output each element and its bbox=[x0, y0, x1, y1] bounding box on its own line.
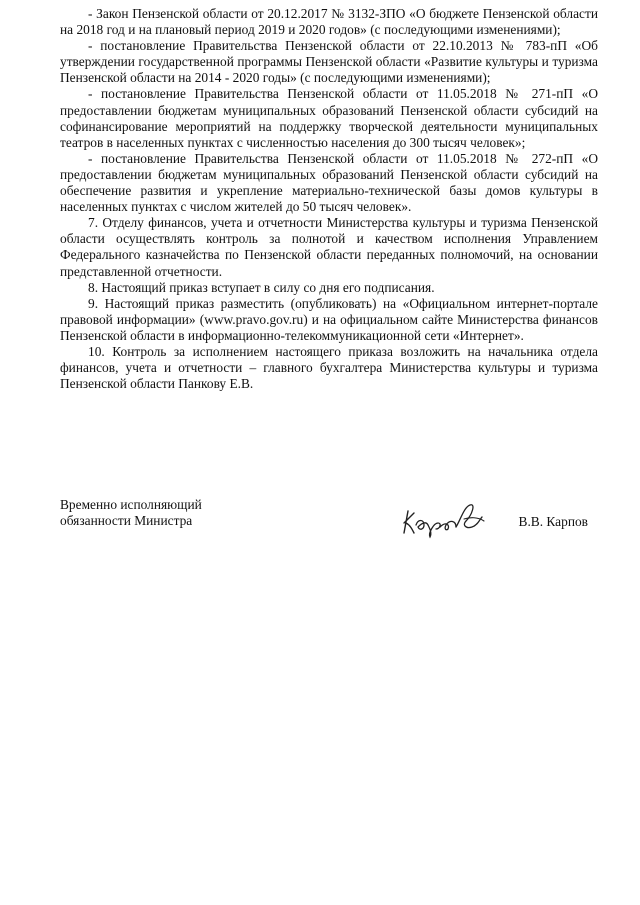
paragraph-item-9: 9. Настоящий приказ разместить (опубликовать) на «Официальном интернет-портале правовой информации» (www.pravo.gov.ru) и на официальном сайте Министерства финансов Пензенской области в информационно-телекоммуникационной сети «Интернет». bbox=[60, 295, 598, 343]
signature-block bbox=[60, 497, 600, 557]
paragraph-item-10: 10. Контроль за исполнением настоящего приказа возложить на начальника отдела финансов, учета и отчетности – главного бухгалтера Министерства культуры и туризма Пензенской области Панкову Е.В. bbox=[60, 343, 598, 392]
paragraph-law-budget: - Закон Пензенской области от 20.12.2017 № 3132-ЗПО «О бюджете Пензенской области на 2018 год и на плановый период 2019 и 2020 годов» (с последующими изменениями); bbox=[60, 6, 598, 38]
signer-name: В.В. Карпов bbox=[518, 514, 588, 529]
paragraph-resolution-271: - постановление Правительства Пензенской области от 11.05.2018 № 271-пП «О предоставлении бюджетам муниципальных образований Пензенской области субсидий на софинансирование мероприятий на поддержку творческой деятельности муниципальных театров в населенных пунктах с численностью населения до 300 тысяч человек»; bbox=[60, 86, 598, 150]
paragraph-resolution-272: - постановление Правительства Пензенской области от 11.05.2018 № 272-пП «О предоставлении бюджетам муниципальных образований Пензенской области субсидий на обеспечение развития и укрепление материально-технической базы домов культуры в населенных пунктах с числом жителей до 50 тысяч человек». bbox=[60, 150, 598, 215]
paragraph-item-7: 7. Отделу финансов, учета и отчетности Министерства культуры и туризма Пензенской области осуществлять контроль за полнотой и качеством исполнения Управлением Федерального казначейства по Пензенской области переданных полномочий, на основании представленной отчетности. bbox=[60, 215, 598, 279]
document-body bbox=[60, 6, 598, 392]
paragraph-resolution-783: - постановление Правительства Пензенской области от 22.10.2013 № 783-пП «Об утверждении государственной программы Пензенской области «Развитие культуры и туризма Пензенской области на 2014 - 2020 годы» (с последующими изменениями); bbox=[60, 38, 598, 86]
signer-title-line-1: Временно исполняющий bbox=[60, 497, 202, 512]
signer-title bbox=[60, 497, 202, 529]
signer-title-line-2: обязанности Министра bbox=[60, 513, 193, 528]
handwritten-signature bbox=[400, 499, 490, 539]
paragraph-item-8: 8. Настоящий приказ вступает в силу со дня его подписания. bbox=[88, 279, 435, 295]
